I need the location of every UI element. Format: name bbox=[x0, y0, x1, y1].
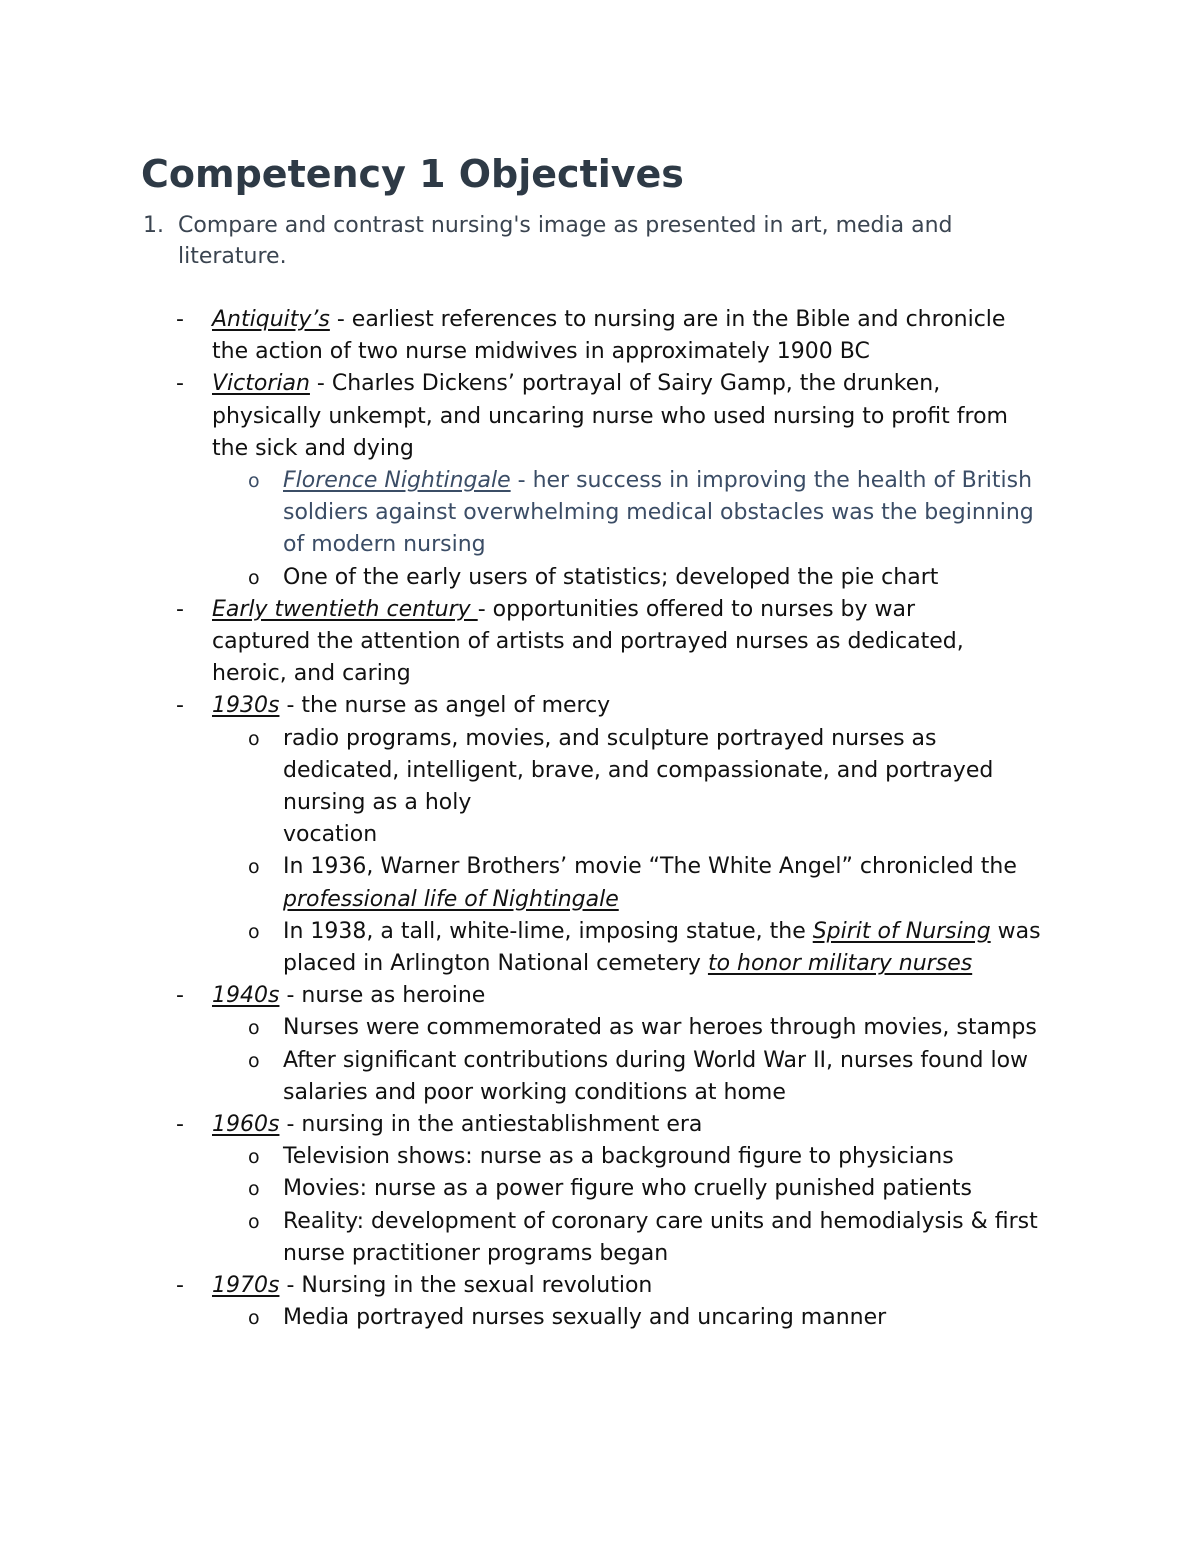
circle-bullet: o bbox=[248, 1307, 260, 1330]
emphasis-text-2: to honor military nurses bbox=[707, 951, 973, 977]
objective-number: 1. bbox=[143, 213, 164, 238]
emphasis-text: professional life of Nightingale bbox=[283, 886, 619, 912]
sub-list-item bbox=[0, 1206, 1200, 1270]
era-label-1930s: 1930s bbox=[212, 693, 280, 719]
sub-item-text-2: was placed in Arlington National cemetery bbox=[283, 918, 1041, 977]
sub-item-text: Nurses were commemorated as war heroes through movies, stamps bbox=[283, 1015, 1037, 1041]
sub-item-text: Reality: development of coronary care units and hemodialysis & first nurse practitioner programs began bbox=[283, 1208, 1038, 1266]
dash-bullet: - bbox=[176, 693, 184, 719]
list-item-text: - opportunities offered to nurses by war captured the attention of artists and portrayed nurses as dedicated, heroic, and caring bbox=[212, 596, 964, 687]
list-item bbox=[0, 1270, 1200, 1302]
sub-item-text: Movies: nurse as a power figure who cruelly punished patients bbox=[283, 1176, 973, 1202]
sub-list-item bbox=[0, 1045, 1200, 1109]
dash-bullet: - bbox=[176, 596, 184, 622]
sub-list-item bbox=[0, 851, 1200, 915]
circle-bullet: o bbox=[248, 1210, 260, 1233]
list-item bbox=[0, 304, 1200, 368]
sub-item-text: After significant contributions during World War II, nurses found low salaries and poor working conditions at home bbox=[283, 1047, 1029, 1105]
sub-item-text: Television shows: nurse as a background figure to physicians bbox=[283, 1144, 954, 1170]
sub-list-item bbox=[0, 916, 1200, 980]
circle-bullet: o bbox=[248, 1017, 260, 1040]
sub-list-item bbox=[0, 465, 1200, 562]
dash-bullet: - bbox=[176, 983, 184, 1009]
era-label-victorian: Victorian bbox=[212, 371, 310, 397]
circle-bullet: o bbox=[248, 727, 260, 750]
sub-item-text: In 1936, Warner Brothers’ movie “The White Angel” chronicled the bbox=[283, 854, 1017, 880]
list-item-text: - Nursing in the sexual revolution bbox=[279, 1273, 653, 1299]
circle-bullet: o bbox=[248, 856, 260, 879]
era-label-1960s: 1960s bbox=[212, 1112, 280, 1138]
sub-list-item bbox=[0, 1141, 1200, 1173]
topic-list bbox=[0, 304, 1200, 1335]
list-item-text: - nurse as heroine bbox=[279, 983, 486, 1009]
objective-text: Compare and contrast nursing's image as presented in art, media and literature. bbox=[178, 213, 953, 269]
list-item bbox=[0, 1109, 1200, 1141]
sub-list-item bbox=[0, 723, 1200, 852]
sub-item-text: In 1938, a tall, white-lime, imposing statue, the bbox=[283, 918, 813, 944]
era-label-antiquity: Antiquity’s bbox=[212, 307, 330, 332]
circle-bullet: o bbox=[248, 920, 260, 943]
list-item-text: - nursing in the antiestablishment era bbox=[279, 1112, 703, 1138]
era-label-early-twentieth: Early twentieth century bbox=[212, 596, 478, 622]
sub-item-text: radio programs, movies, and sculpture portrayed nurses as dedicated, intelligent, brave, and compassionate, and portrayed nursing as a holy bbox=[283, 725, 994, 816]
dash-bullet: - bbox=[176, 1273, 184, 1299]
list-item bbox=[0, 594, 1200, 691]
circle-bullet: o bbox=[248, 1049, 260, 1072]
sub-item-text: One of the early users of statistics; developed the pie chart bbox=[283, 564, 939, 590]
emphasis-text: Spirit of Nursing bbox=[812, 918, 991, 944]
dash-bullet: - bbox=[176, 1112, 184, 1138]
sub-list-item bbox=[0, 1173, 1200, 1205]
list-item bbox=[0, 980, 1200, 1012]
nightingale-label: Florence Nightingale bbox=[283, 468, 511, 494]
era-label-1970s: 1970s bbox=[212, 1273, 280, 1299]
circle-bullet: o bbox=[248, 1178, 260, 1201]
sub-item-text-continued: vocation bbox=[283, 822, 378, 848]
sub-list-item bbox=[0, 562, 1200, 594]
list-item-text: - earliest references to nursing are in the Bible and chronicle the action of two nurse midwives in approximately 1900 BC bbox=[212, 307, 1006, 365]
sub-list-item bbox=[0, 1302, 1200, 1334]
objective-item bbox=[143, 210, 1043, 272]
circle-bullet: o bbox=[248, 470, 260, 493]
sub-list-item bbox=[0, 1012, 1200, 1044]
dash-bullet: - bbox=[176, 307, 184, 332]
list-item-text: - the nurse as angel of mercy bbox=[279, 693, 611, 719]
sub-item-text: Media portrayed nurses sexually and uncaring manner bbox=[283, 1305, 887, 1331]
circle-bullet: o bbox=[248, 1146, 260, 1169]
list-item bbox=[0, 690, 1200, 722]
list-item bbox=[0, 368, 1200, 465]
page-title: Competency 1 Objectives bbox=[141, 152, 684, 196]
circle-bullet: o bbox=[248, 566, 260, 589]
list-item-text: - Charles Dickens’ portrayal of Sairy Gamp, the drunken, physically unkempt, and uncaring nurse who used nursing to profit from the sick and dying bbox=[212, 371, 1008, 461]
dash-bullet: - bbox=[176, 371, 184, 397]
era-label-1940s: 1940s bbox=[212, 983, 280, 1009]
sub-item-text: - her success in improving the health of British soldiers against overwhelming medical obstacles was the beginning of modern nursing bbox=[283, 468, 1034, 558]
